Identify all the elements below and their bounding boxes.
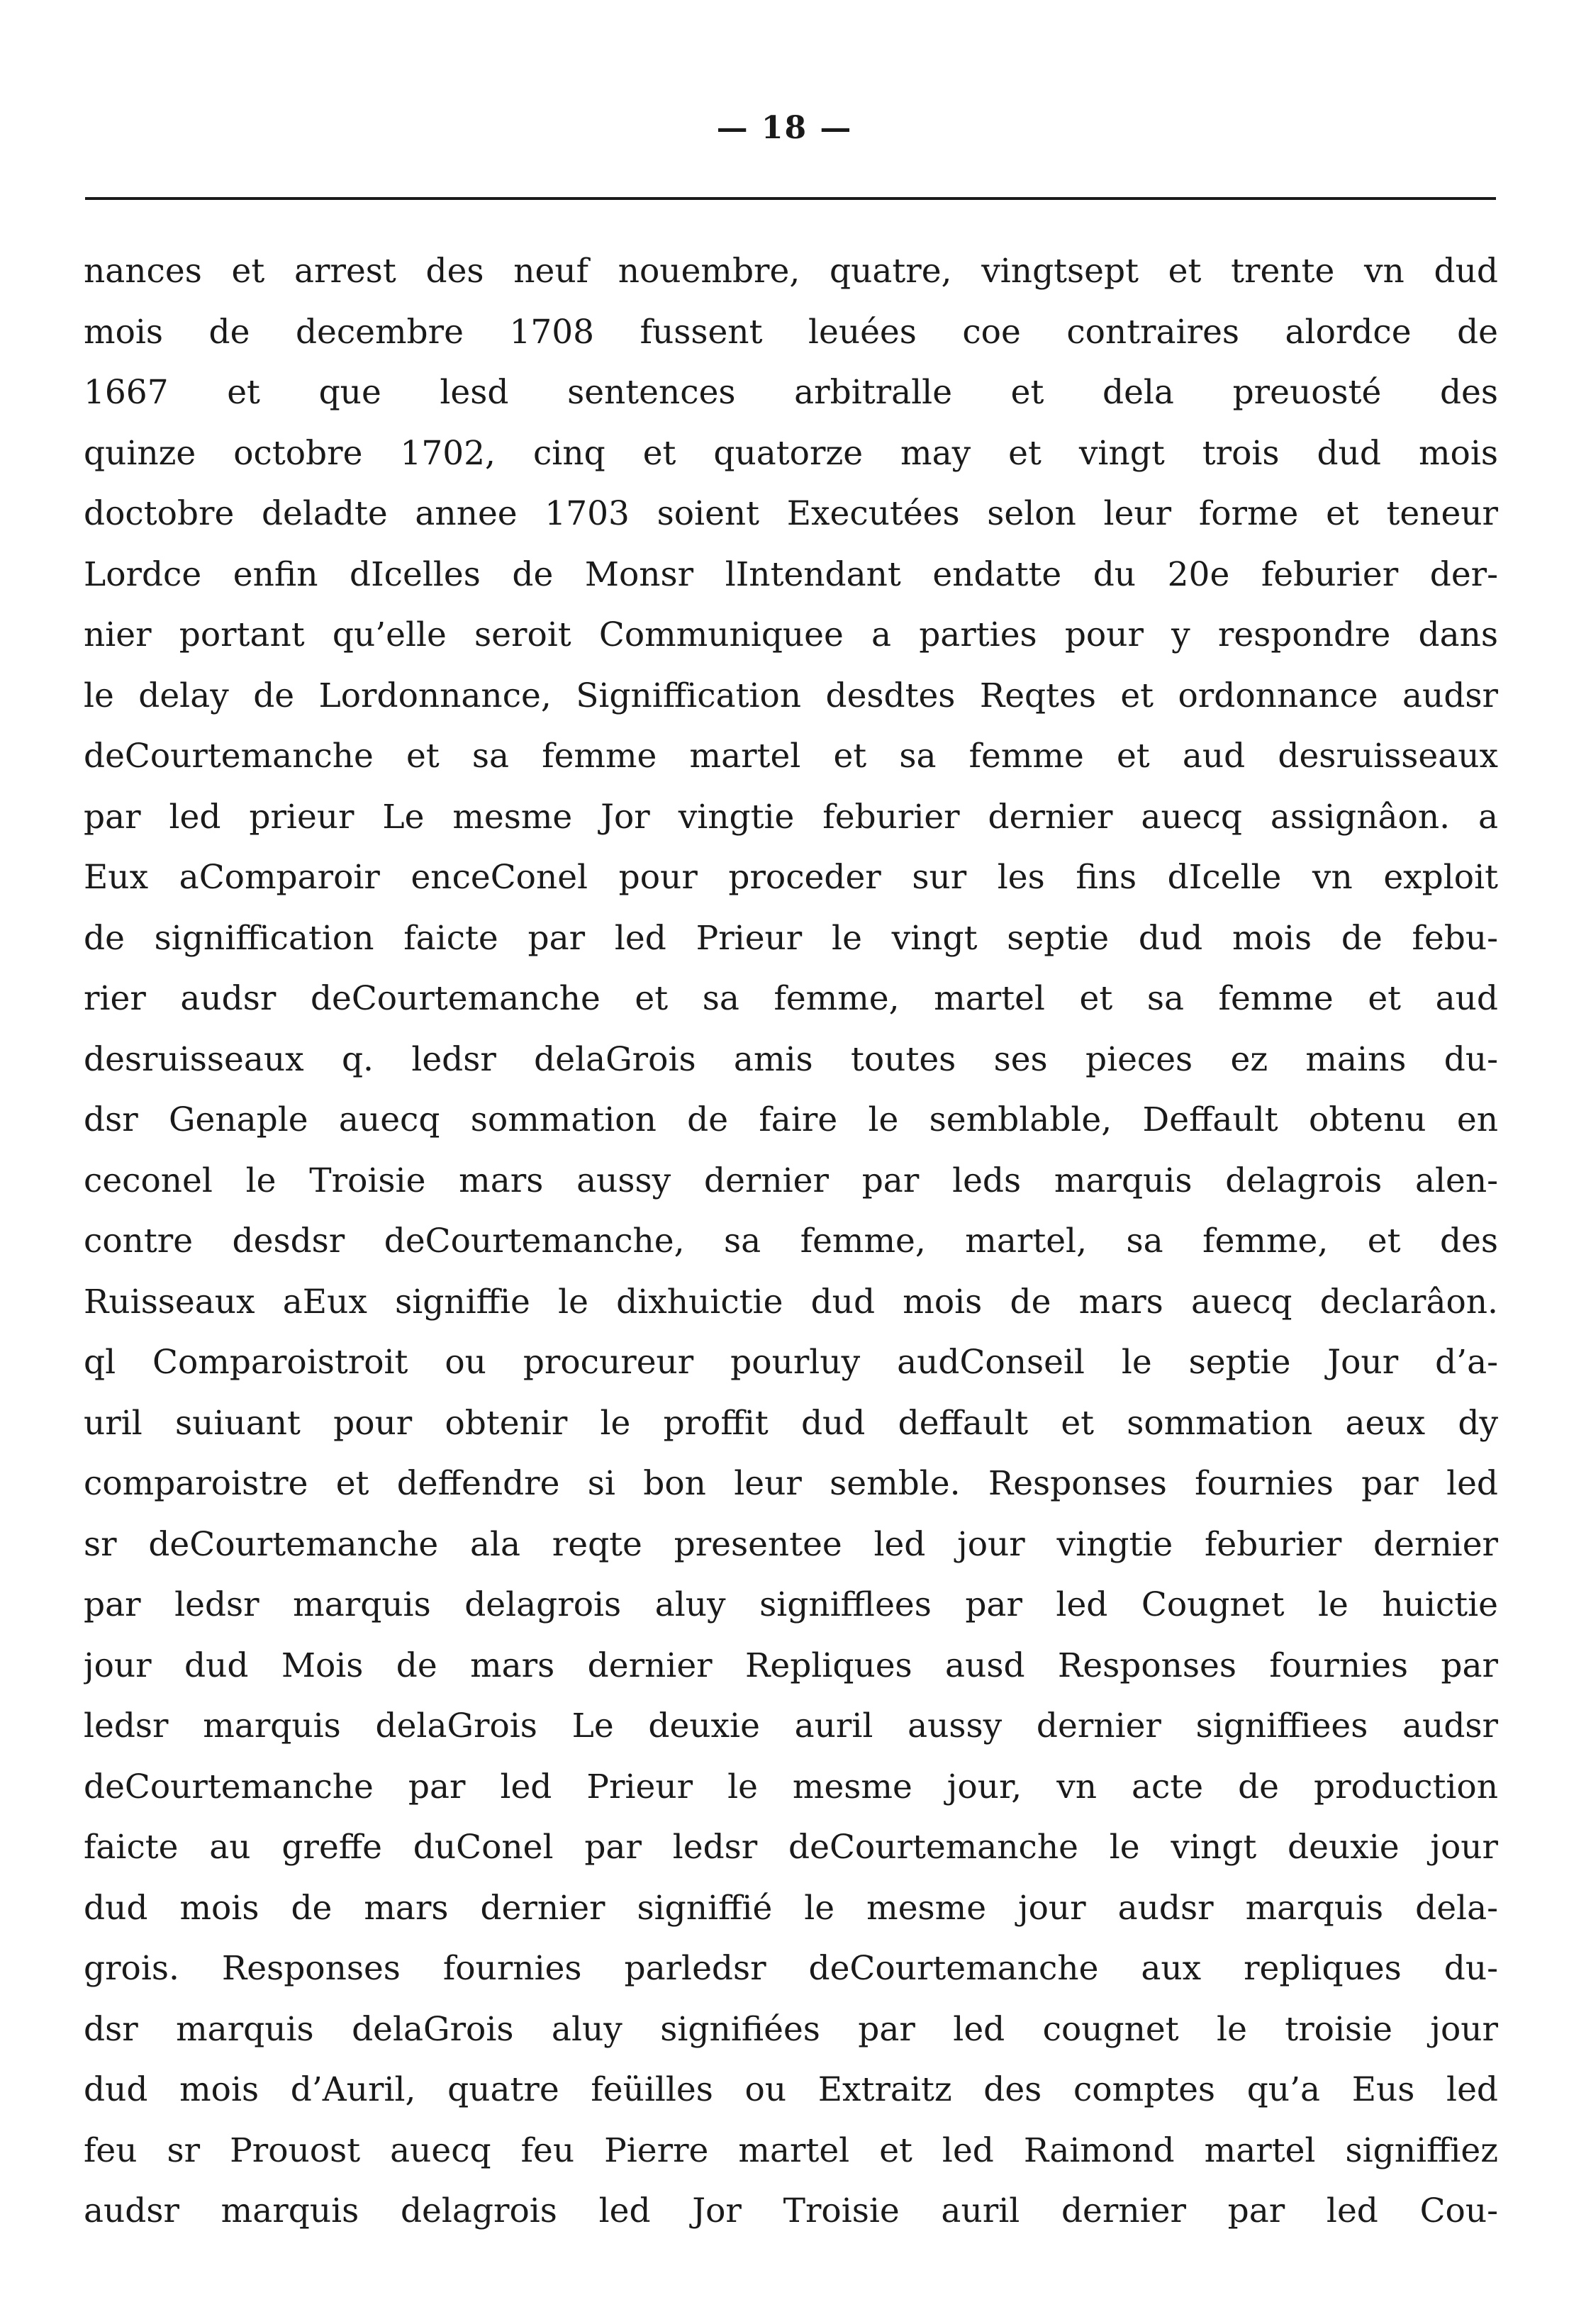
text-line: par ledsr marquis delagrois aluy signifflees par led Cougnet le huictie	[84, 1585, 1498, 1624]
text-line: nances et arrest des neuf nouembre, quatre, vingtsept et trente vn dud	[84, 252, 1498, 291]
text-line: Ruisseaux aEux signiffie le dixhuictie dud mois de mars auecq declarâon.	[84, 1282, 1498, 1322]
text-line: ledsr marquis delaGrois Le deuxie auril aussy dernier signiffiees audsr	[84, 1706, 1498, 1745]
text-line: faicte au greffe duConel par ledsr deCourtemanche le vingt deuxie jour	[84, 1828, 1498, 1867]
text-line: ceconel le Troisie mars aussy dernier par leds marquis delagrois alen-	[84, 1161, 1498, 1200]
text-line: rier audsr deCourtemanche et sa femme, martel et sa femme et aud	[84, 979, 1498, 1018]
text-line: quinze octobre 1702, cinq et quatorze may et vingt trois dud mois	[84, 433, 1498, 473]
text-line: ql Comparoistroit ou procureur pourluy audConseil le septie Jour d’a-	[84, 1343, 1498, 1382]
text-line: comparoistre et deffendre si bon leur semble. Responses fournies par led	[84, 1464, 1498, 1503]
text-line: nier portant qu’elle seroit Communiquee a parties pour y respondre dans	[84, 615, 1498, 654]
text-line: audsr marquis delagrois led Jor Troisie auril dernier par led Cou-	[84, 2191, 1498, 2230]
text-line: par led prieur Le mesme Jor vingtie feburier dernier auecq assignâon. a	[84, 797, 1498, 837]
body-text	[84, 241, 1498, 2242]
text-line: Eux aComparoir enceConel pour proceder sur les fins dIcelle vn exploit	[84, 858, 1498, 897]
text-line: feu sr Prouost auecq feu Pierre martel et led Raimond martel signiffiez	[84, 2130, 1498, 2170]
text-line: desruisseaux q. ledsr delaGrois amis toutes ses pieces ez mains du-	[84, 1039, 1498, 1079]
text-line: contre desdsr deCourtemanche, sa femme, martel, sa femme, et des	[84, 1222, 1498, 1261]
text-line: doctobre deladte annee 1703 soient Executées selon leur forme et teneur	[84, 494, 1498, 533]
text-line: jour dud Mois de mars dernier Repliques ausd Responses fournies par	[84, 1646, 1498, 1685]
text-line: uril suiuant pour obtenir le proffit dud deffault et sommation aeux dy	[84, 1403, 1498, 1443]
text-line: dsr marquis delaGrois aluy signifiées par led cougnet le troisie jour	[84, 2009, 1498, 2049]
header-rule	[85, 197, 1496, 200]
text-line: mois de decembre 1708 fussent leuées coe contraires alordce de	[84, 312, 1498, 352]
text-line: 1667 et que lesd sentences arbitralle et dela preuosté des	[84, 373, 1498, 412]
text-line: grois. Responses fournies parledsr deCourtemanche aux repliques du-	[84, 1949, 1498, 1988]
text-line: dud mois de mars dernier signiffié le mesme jour audsr marquis dela-	[84, 1888, 1498, 1928]
page-number: — 18 —	[716, 110, 853, 146]
text-line: de signiffication faicte par led Prieur le vingt septie dud mois de febu-	[84, 918, 1498, 958]
text-line: sr deCourtemanche ala reqte presentee led jour vingtie feburier dernier	[84, 1524, 1498, 1564]
text-line: le delay de Lordonnance, Signiffication desdtes Reqtes et ordonnance audsr	[84, 676, 1498, 715]
text-line: dud mois d’Auril, quatre feüilles ou Extraitz des comptes qu’a Eus led	[84, 2070, 1498, 2109]
text-line: dsr Genaple auecq sommation de faire le semblable, Deffault obtenu en	[84, 1100, 1498, 1139]
text-line: deCourtemanche et sa femme martel et sa femme et aud desruisseaux	[84, 737, 1498, 776]
text-line: deCourtemanche par led Prieur le mesme jour, vn acte de production	[84, 1767, 1498, 1806]
text-line: Lordce enfin dIcelles de Monsr lIntendant endatte du 20e feburier der-	[84, 554, 1498, 594]
